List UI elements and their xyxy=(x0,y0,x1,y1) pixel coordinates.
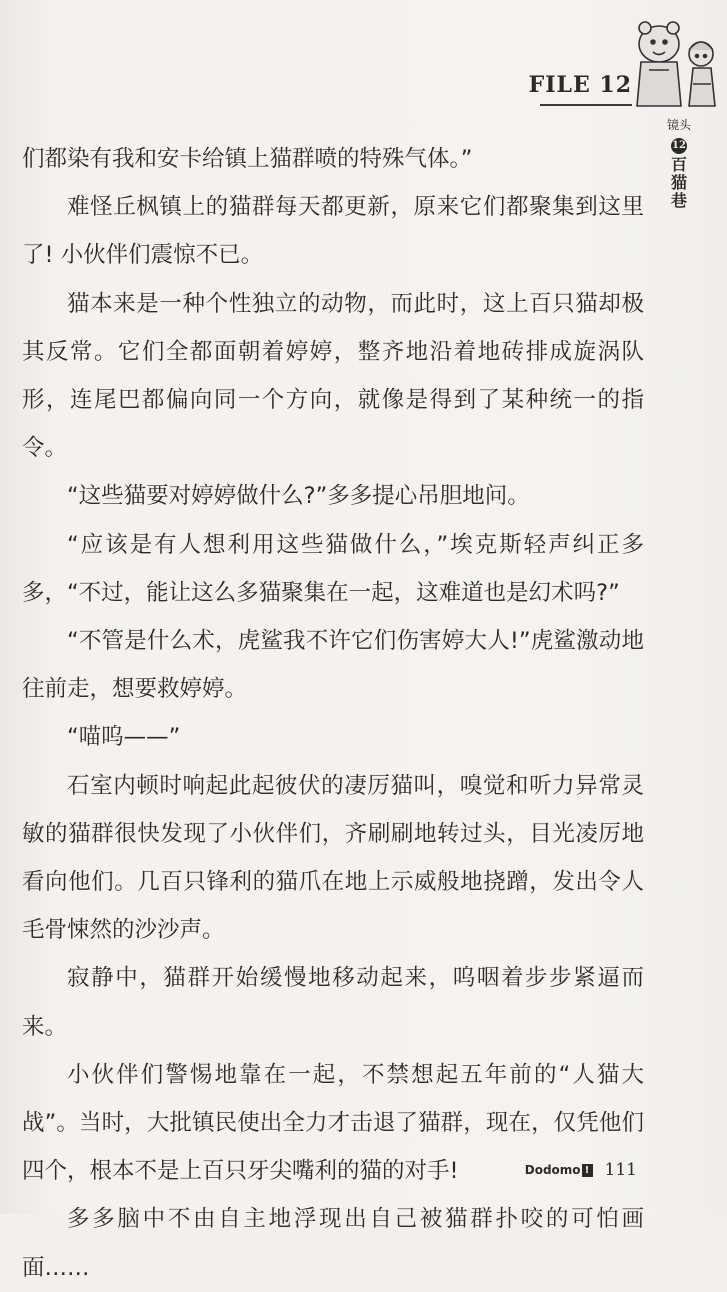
chapter-title-char: 巷 xyxy=(670,191,687,210)
paragraph: “喵呜——” xyxy=(67,724,181,751)
brand-name: Dodomo xyxy=(524,1163,581,1177)
paragraph: 难怪丘枫镇上的猫群每天都更新，原来它们都聚集到这里了! 小伙伴们震惊不已。 xyxy=(22,194,644,269)
paragraph: “这些猫要对婷婷做什么?”多多提心吊胆地问。 xyxy=(67,483,530,510)
paragraph: 石室内顿时响起此起彼伏的凄厉猫叫，嗅觉和听力异常灵敏的猫群很快发现了小伙伴们，齐刷刷地转过头，目光凌厉地看向他们。几百只锋利的猫爪在地上示威般地挠蹭，发出令人毛骨悚然的沙沙声。 xyxy=(22,772,644,944)
paragraph: “不管是什么术，虎鲨我不许它们伤害婷大人!”虎鲨激动地往前走，想要救婷婷。 xyxy=(22,628,644,703)
brand-mark-icon: ! xyxy=(582,1164,593,1177)
chapter-tab xyxy=(663,116,695,210)
paragraph: “应该是有人想利用这些猫做什么，”埃克斯轻声纠正多多，“不过，能让这么多猫聚集在一起，这难道也是幻术吗?” xyxy=(22,531,644,606)
paragraph: 猫本来是一种个性独立的动物，而此时，这上百只猫却极其反常。它们全都面朝着婷婷，整齐地沿着地砖排成旋涡队形，连尾巴都偏向同一个方向，就像是得到了某种统一的指令。 xyxy=(22,290,644,462)
paragraph: 多多脑中不由自主地浮现出自己被猫群扑咬的可怕画面…… xyxy=(22,1206,644,1281)
page-number: 111 xyxy=(604,1160,637,1180)
chapter-number-badge: 12 xyxy=(671,138,687,154)
paragraph: 们都染有我和安卡给镇上猫群喷的特殊气体。” xyxy=(22,146,473,172)
body-text xyxy=(22,135,644,1292)
chapter-lens-label: 镜头 xyxy=(666,118,691,132)
chapter-file-label: FILE 12 xyxy=(528,72,632,98)
paragraph: 寂静中，猫群开始缓慢地移动起来，呜咽着步步紧逼而来。 xyxy=(22,965,644,1040)
paragraph: 小伙伴们警惕地靠在一起，不禁想起五年前的“人猫大战”。当时，大批镇民使出全力才击退了猫群，现在，仅凭他们四个，根本不是上百只牙尖嘴利的猫的对手! xyxy=(22,1061,644,1185)
chapter-title-char: 百 xyxy=(670,155,687,174)
chapter-title-char: 猫 xyxy=(670,173,687,192)
header-rule xyxy=(540,104,632,106)
page-footer xyxy=(525,1160,637,1180)
cartoon-characters-illustration xyxy=(623,10,723,110)
